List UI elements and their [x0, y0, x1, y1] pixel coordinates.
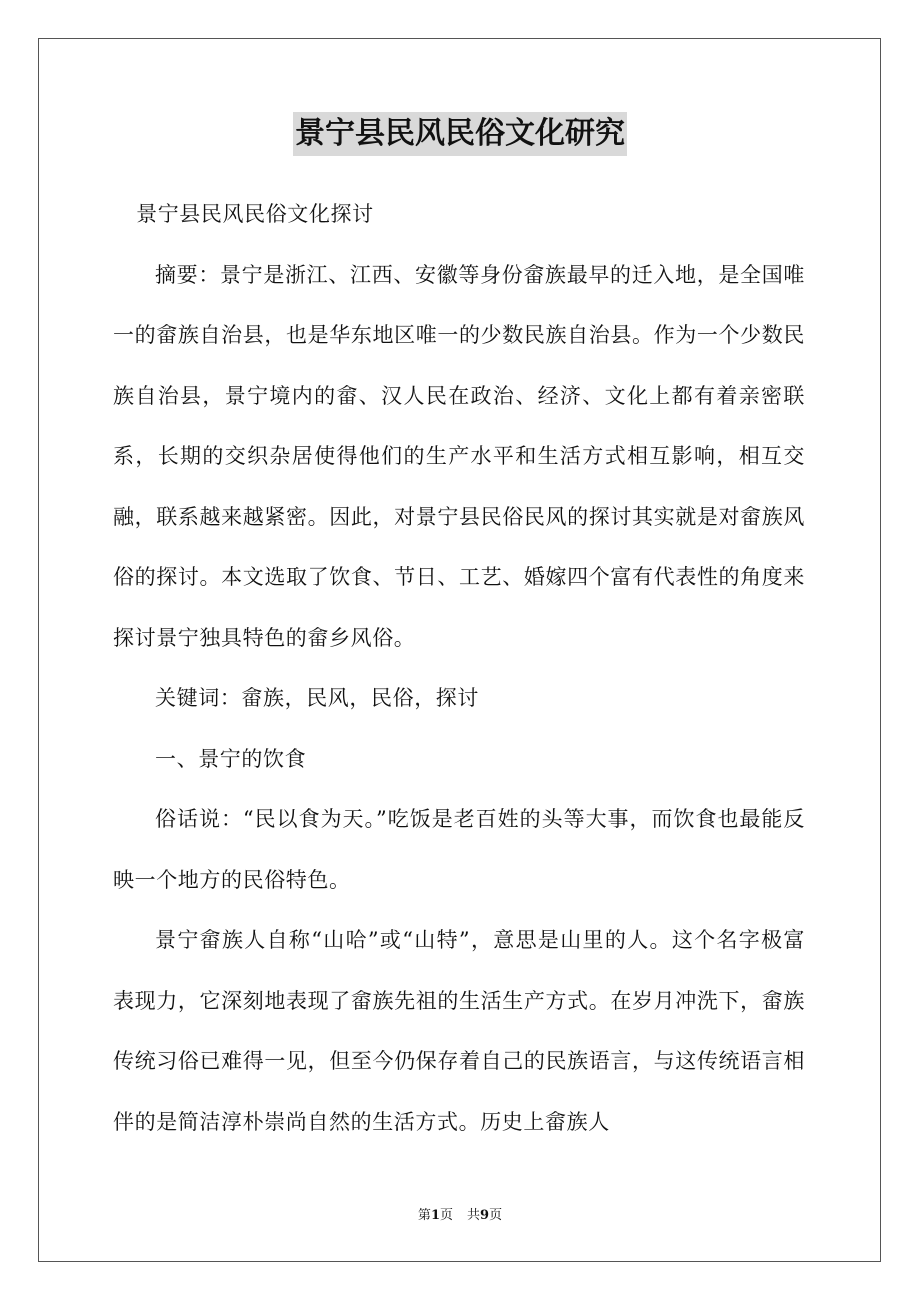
document-subtitle: 景宁县民风民俗文化探讨: [136, 202, 374, 226]
section-heading: 一、景宁的饮食: [155, 746, 307, 771]
current-page-number: 1: [430, 1208, 440, 1223]
abstract-paragraph: 摘要：景宁是浙江、江西、安徽等身份畲族最早的迁入地，是全国唯一的畲族自治县，也是华东地区唯一的少数民族自治县。作为一个少数民族自治县，景宁境内的畲、汉人民在政治、经济、文化上都有着亲密联系，长期的交织杂居使得他们的生产水平和生活方式相互影响，相互交融，联系越来越紧密。因此，对景宁县民俗民风的探讨其实就是对畲族风俗的探讨。本文选取了饮食、节日、工艺、婚嫁四个富有代表性的角度来探讨景宁独具特色的畲乡风俗。: [113, 262, 805, 650]
total-page-number: 9: [480, 1208, 490, 1223]
body-paragraph: 景宁畲族人自称“山哈”或“山特”，意思是山里的人。这个名字极富表现力，它深刻地表现了畲族先祖的生活生产方式。在岁月冲洗下，畲族传统习俗已难得一见，但至今仍保存着自己的民族语言，与这传统语言相伴的是简洁淳朴崇尚自然的生活方式。历史上畲族人: [113, 928, 805, 1134]
page-suffix: 页: [439, 1208, 453, 1223]
document-body: [113, 184, 805, 1152]
keywords-paragraph: 关键词：畲族，民风，民俗，探讨: [155, 686, 479, 710]
page-footer: [0, 1206, 920, 1226]
document-title: 景宁县民风民俗文化研究: [293, 112, 627, 156]
title-container: [0, 112, 920, 156]
total-suffix: 页: [489, 1208, 503, 1223]
body-paragraph: 俗话说：“民以食为天。”吃饭是老百姓的头等大事，而饮食也最能反映一个地方的民俗特色。: [113, 807, 805, 892]
page-prefix: 第: [417, 1208, 431, 1223]
total-prefix: 共: [467, 1208, 481, 1223]
